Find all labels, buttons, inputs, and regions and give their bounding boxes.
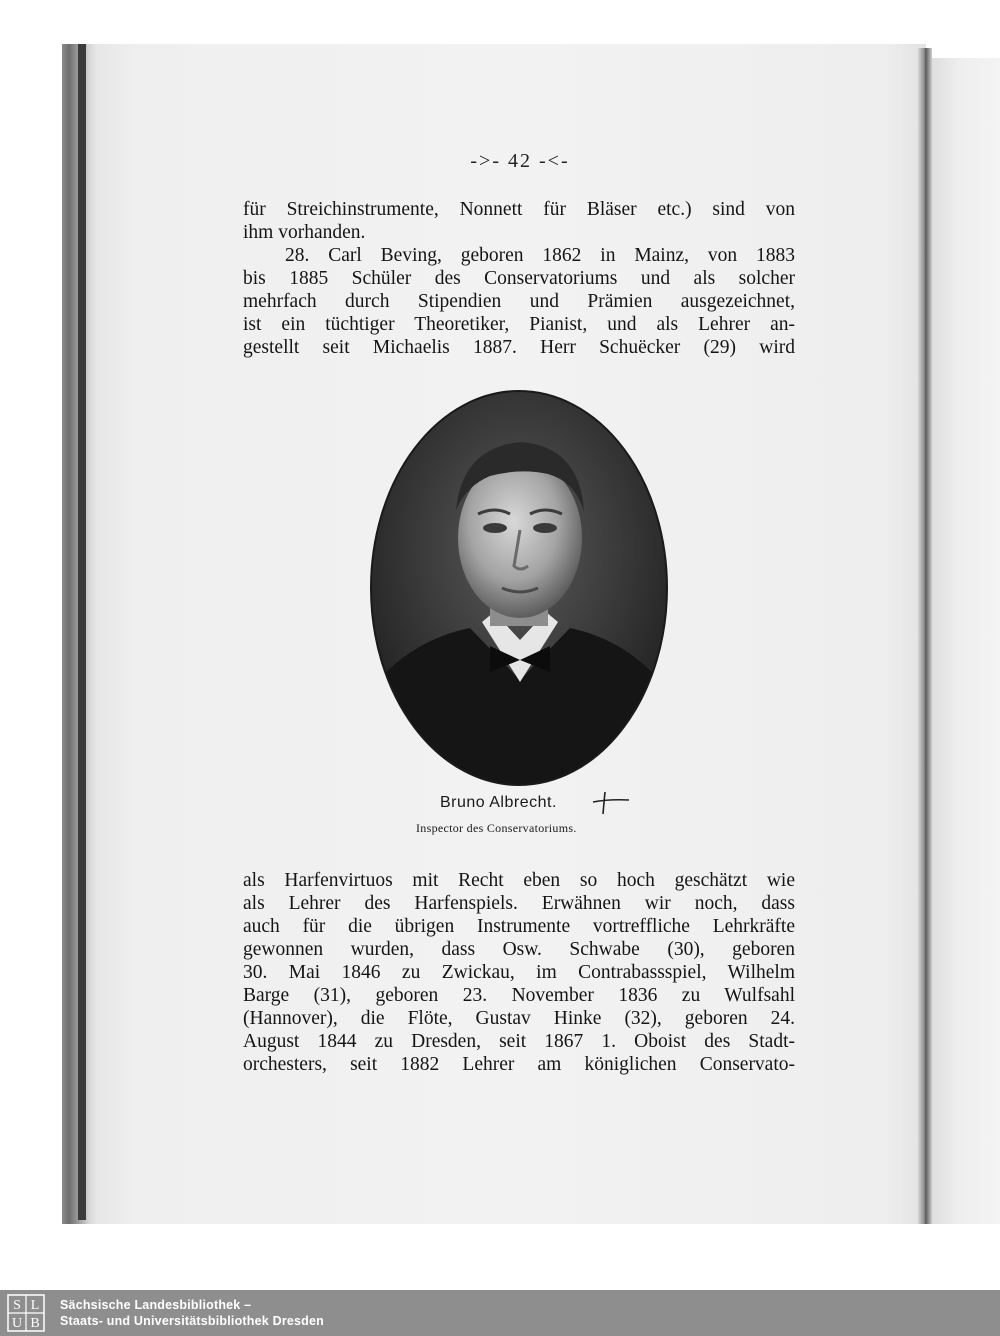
text-line: als Harfenvirtuos mit Recht eben so hoch geschätzt wie xyxy=(243,870,795,891)
ornament-right-icon: -<- xyxy=(539,150,570,172)
text-line: 28. Carl Beving, geboren 1862 in Mainz, von 1883 xyxy=(285,245,795,266)
logo-letter-u: U xyxy=(11,1316,23,1331)
handwritten-cross-icon xyxy=(591,790,631,816)
library-footer xyxy=(0,1290,1000,1336)
logo-letter-b: B xyxy=(30,1316,40,1331)
caption-name: Bruno Albrecht. xyxy=(440,794,557,811)
text-line: für Streichinstrumente, Nonnett für Bläser etc.) sind von xyxy=(243,199,795,220)
facing-page-edge xyxy=(932,58,1000,1224)
portrait-photo xyxy=(370,390,668,786)
page-number xyxy=(440,150,600,173)
logo-letter-s: S xyxy=(13,1298,21,1313)
caption-title: Inspector des Conservatoriums. xyxy=(416,821,577,835)
text-line: (Hannover), die Flöte, Gustav Hinke (32), geboren 24. xyxy=(243,1008,795,1029)
text-line: ist ein tüchtiger Theoretiker, Pianist, und als Lehrer an- xyxy=(243,314,795,335)
text-line: gewonnen wurden, dass Osw. Schwabe (30), geboren xyxy=(243,939,795,960)
paragraph-bottom xyxy=(243,869,795,1076)
text-line: orchesters, seit 1882 Lehrer am königlichen Conservato- xyxy=(243,1054,795,1075)
logo-letter-l: L xyxy=(30,1298,40,1313)
text-line: August 1844 zu Dresden, seit 1867 1. Oboist des Stadt- xyxy=(243,1031,795,1052)
book-gutter xyxy=(918,48,932,1224)
footer-institution-line2: Staats- und Universitätsbibliothek Dresden xyxy=(60,1314,325,1328)
book-spine-stripe xyxy=(78,44,86,1220)
text-line: als Lehrer des Harfenspiels. Erwähnen wir noch, dass xyxy=(243,893,795,914)
text-line: mehrfach durch Stipendien und Prämien ausgezeichnet, xyxy=(243,291,795,312)
slub-logo-icon xyxy=(7,1294,45,1332)
paragraph-top xyxy=(243,198,795,359)
page-number-value: 42 xyxy=(508,150,532,172)
text-line: auch für die übrigen Instrumente vortreffliche Lehrkräfte xyxy=(243,916,795,937)
text-line: gestellt seit Michaelis 1887. Herr Schuëcker (29) wird xyxy=(243,337,795,358)
ornament-left-icon: ->- xyxy=(470,150,501,172)
text-line: bis 1885 Schüler des Conservatoriums und als solcher xyxy=(243,268,795,289)
text-line: Barge (31), geboren 23. November 1836 zu Wulfsahl xyxy=(243,985,795,1006)
footer-institution-line1: Sächsische Landesbibliothek – xyxy=(60,1298,252,1312)
text-line: ihm vorhanden. xyxy=(243,222,366,243)
text-line: 30. Mai 1846 zu Zwickau, im Contrabassspiel, Wilhelm xyxy=(243,962,795,983)
